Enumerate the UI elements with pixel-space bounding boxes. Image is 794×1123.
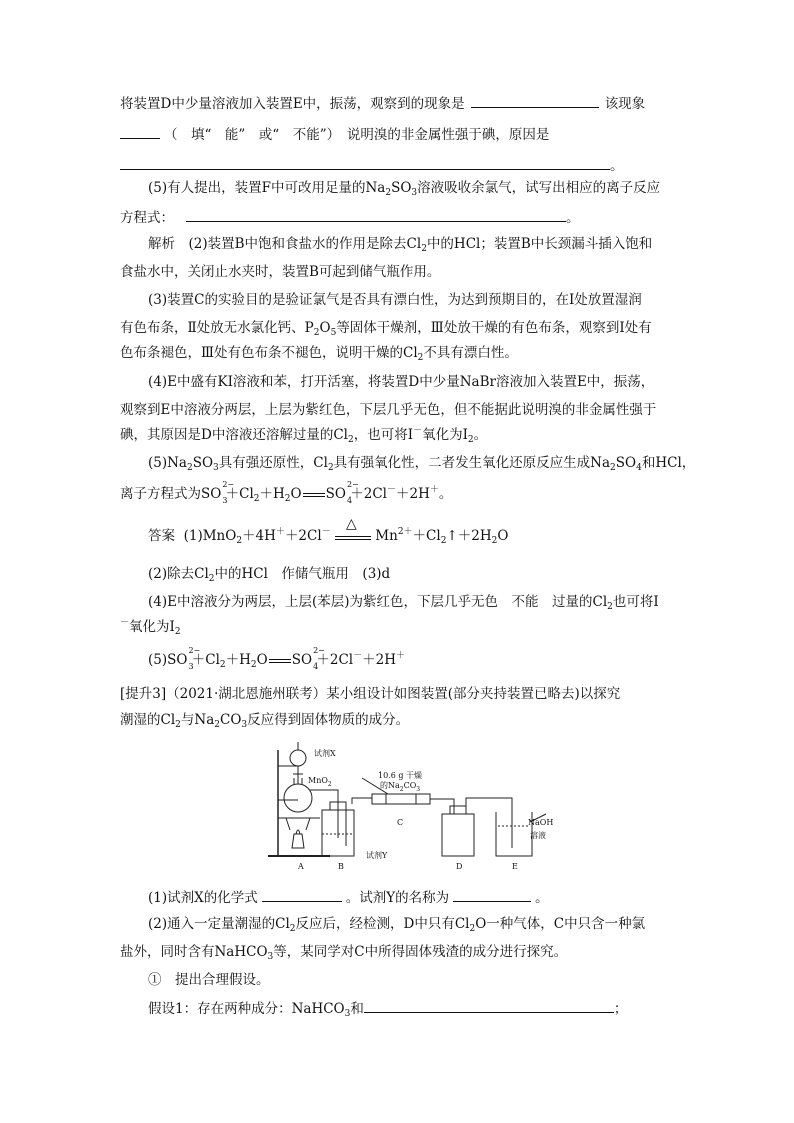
- text-line: 方程式： 。: [120, 207, 580, 228]
- reagent-y-label: 试剂Y: [366, 851, 388, 860]
- analysis-text: $(5)Na_2SO_3$具有强还原性，$Cl_2$具有强氧化性，二者发生氧化还原反应生成$Na_2SO_4$和HCl，: [148, 455, 696, 473]
- answer-blank[interactable]: [262, 887, 342, 902]
- answer-blank[interactable]: [364, 998, 614, 1013]
- label-c: C: [397, 818, 404, 827]
- analysis-text: 解析 (2)装置B中饱和食盐水的作用是除去$Cl_2$中的HCl；装置B中长颈漏斗插入饱和: [148, 236, 653, 254]
- ionic-equation: 离子方程式为SO 2− 3 $+Cl_2+H_2O$ SO 2− 4 ＋2Cl－＋2H＋。: [120, 480, 453, 505]
- label-e: E: [512, 862, 518, 871]
- label-a: A: [298, 862, 304, 871]
- reagent-x-label: 试剂X: [314, 749, 336, 758]
- naoh-solution-label: 溶液: [530, 831, 546, 840]
- mno2-label: MnO$_2$: [308, 776, 332, 788]
- text-line: (5)有人提出，装置F中可改用足量的$Na_2SO_3$溶液吸收余氯气，试写出相应的离子反应: [148, 180, 661, 198]
- answer-text: －氧化为$I_2$: [120, 618, 181, 637]
- analysis-text: 色布条褪色，Ⅲ处有色布条不褪色，说明干燥的$Cl_2$不具有漂白性。: [120, 345, 518, 363]
- text-line: 。: [120, 155, 624, 176]
- diagram-labels: [262, 738, 562, 878]
- analysis-text: (4)E中盛有KI溶液和苯，打开活塞，将装置D中少量NaBr溶液加入装置E中，振荡，: [148, 374, 655, 390]
- problem-text: [提升3]（2021·湖北恩施州联考）某小组设计如图装置(部分夹持装置已略去)以探究: [120, 686, 621, 702]
- analysis-text: 观察到E中溶液分两层，上层为紫红色，下层几乎无色，但不能据此说明溴的非金属性强于: [120, 402, 657, 418]
- answer-text: (2)除去$Cl_2$中的HCl 作储气瓶用 (3)d: [148, 566, 391, 584]
- analysis-text: (3)装置C的实验目的是验证氯气是否具有漂白性，为达到预期目的，在Ⅰ处放置湿润: [148, 292, 642, 308]
- answer-text: (4)E中溶液分为两层，上层(苯层)为紫红色，下层几乎无色 不能 过量的$Cl_2$也可将I: [148, 594, 659, 612]
- text-line: （ 填“ 能” 或“ 不能”） 说明溴的非金属性强于碘，原因是: [120, 124, 549, 145]
- naoh-label: NaOH: [528, 818, 554, 827]
- question-text: ① 提出合理假设。: [148, 972, 270, 988]
- question-text: (2)通入一定量潮湿的$Cl_2$反应后，经检测，D中只有$Cl_2O$一种气体，C中只含一种氯: [148, 916, 646, 934]
- answer-blank[interactable]: [120, 124, 160, 139]
- problem-text: 潮湿的$Cl_2$与$Na_2CO_3$反应得到固体物质的成分。: [120, 712, 410, 730]
- analysis-text: 有色布条，Ⅱ处放无水氯化钙、$P_2O_5$等固体干燥剂，Ⅲ处放干燥的有色布条，观察到Ⅰ处有: [120, 320, 652, 338]
- question-text: 盐外，同时含有NaHCO$_3$等，某同学对C中所得固体残渣的成分进行探究。: [120, 944, 568, 962]
- label-d: D: [456, 862, 463, 871]
- c-label-2: 的$Na_2CO_3$: [380, 781, 421, 793]
- answer-blank[interactable]: [471, 93, 599, 108]
- question-text: 假设1：存在两种成分：NaHCO$_3$和 ；: [148, 998, 627, 1019]
- answer-text: 答案 (1)MnO$_2$＋4H＋＋2Cl－ △ $Mn^{2+}+Cl_2↑+2H_2O$: [148, 515, 509, 546]
- analysis-text: 食盐水中，关闭止水夹时，装置B可起到储气瓶作用。: [120, 264, 441, 280]
- answer-text: (5)SO 2− 3 $+Cl_2+H_2O$ SO 2− 4 ＋2Cl－＋2H＋: [148, 646, 406, 671]
- question-text: (1)试剂X的化学式 。试剂Y的名称为 。: [148, 887, 549, 908]
- analysis-text: 碘，其原因是D中溶液还溶解过量的$Cl_2$，也可将I－氧化为$I_2$。: [120, 426, 488, 445]
- answer-blank[interactable]: [120, 155, 610, 170]
- c-label: 10.6 g 干燥: [378, 771, 423, 780]
- answer-blank[interactable]: [453, 887, 531, 902]
- answer-blank[interactable]: [186, 207, 566, 222]
- label-b: B: [338, 862, 344, 871]
- text-line: 将装置D中少量溶液加入装置E中，振荡，观察到的现象是 该现象: [120, 93, 645, 114]
